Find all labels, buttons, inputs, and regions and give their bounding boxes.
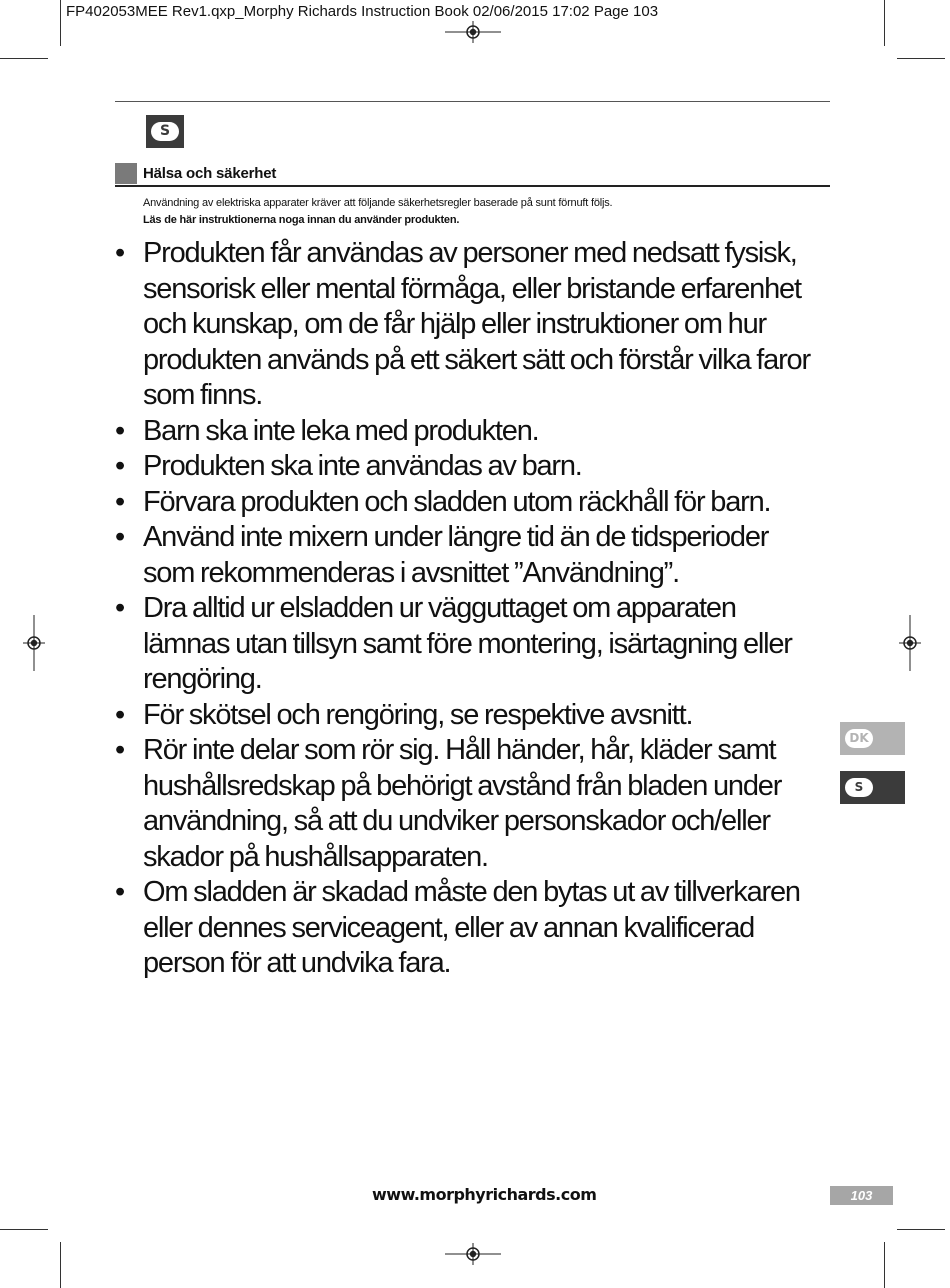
- side-tab-dk[interactable]: [840, 722, 905, 755]
- side-tab-s[interactable]: [840, 771, 905, 804]
- language-tag-label: S: [151, 122, 179, 141]
- list-item: • Dra alltid ur elsladden ur vägguttaget om apparaten lämnas utan tillsyn samt före montering, isärtagning eller rengöring.: [115, 591, 820, 698]
- list-item: • Om sladden är skadad måste den bytas ut av tillverkaren eller dennes serviceagent, eller av annan kvalificerad person för att undvika fara.: [115, 875, 820, 982]
- registration-mark-icon: [445, 21, 501, 43]
- list-item: • För skötsel och rengöring, se respektive avsnitt.: [115, 698, 820, 734]
- side-tab-label: DK: [845, 729, 873, 748]
- intro-bold-text: Läs de här instruktionerna noga innan du använder produkten.: [143, 214, 460, 226]
- list-item: • Använd inte mixern under längre tid än de tidsperioder som rekommenderas i avsnittet ”Användning”.: [115, 520, 820, 591]
- registration-mark-icon: [445, 1243, 501, 1265]
- crop-mark-icon: [60, 0, 61, 46]
- crop-mark-icon: [884, 0, 885, 46]
- list-item: • Rör inte delar som rör sig. Håll händer, hår, kläder samt hushållsredskap på behörigt avstånd från bladen under användning, så att du undviker personskador och/eller skador på hushållsapparaten.: [115, 733, 820, 875]
- language-tag: [146, 115, 184, 148]
- section-title: Hälsa och säkerhet: [143, 165, 277, 182]
- crop-mark-icon: [897, 1229, 945, 1230]
- registration-mark-icon: [23, 615, 45, 671]
- side-tab-label: S: [845, 778, 873, 797]
- print-slug: FP402053MEE Rev1.qxp_Morphy Richards Instruction Book 02/06/2015 17:02 Page 103: [66, 3, 659, 20]
- section-marker: [115, 163, 137, 184]
- crop-mark-icon: [0, 58, 48, 59]
- crop-mark-icon: [60, 1242, 61, 1288]
- list-item: • Barn ska inte leka med produkten.: [115, 414, 820, 450]
- crop-mark-icon: [0, 1229, 48, 1230]
- safety-list: [115, 236, 820, 982]
- crop-mark-icon: [884, 1242, 885, 1288]
- section-intro: [143, 195, 612, 229]
- list-item: • Förvara produkten och sladden utom räckhåll för barn.: [115, 485, 820, 521]
- crop-mark-icon: [897, 58, 945, 59]
- page-number: 103: [830, 1186, 893, 1205]
- intro-text: Användning av elektriska apparater kräver att följande säkerhetsregler baserade på sunt förnuft följs.: [143, 197, 613, 209]
- header-rule: [115, 101, 830, 102]
- list-item: • Produkten får användas av personer med nedsatt fysisk, sensorisk eller mental förmåga, eller bristande erfarenhet och kunskap, om de får hjälp eller instruktioner om hur produkten används på ett säkert sätt och förstår vilka faror som finns.: [115, 236, 820, 414]
- section-heading: [115, 163, 830, 187]
- registration-mark-icon: [899, 615, 921, 671]
- footer-url: www.morphyrichards.com: [372, 1185, 597, 1204]
- list-item: • Produkten ska inte användas av barn.: [115, 449, 820, 485]
